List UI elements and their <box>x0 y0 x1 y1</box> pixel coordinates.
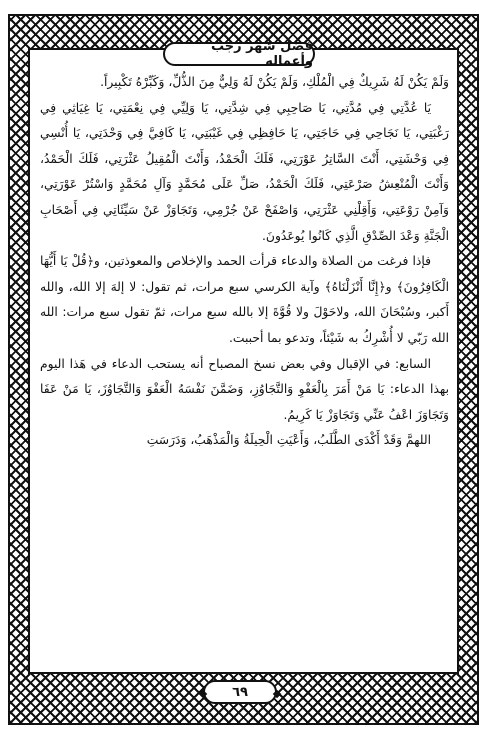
paragraph-2: يَا عُدَّتِي فِي مُدَّتِي، يَا صَاحِبِي فِي شِدَّتِي، يَا وَلِيِّي فِي نِعْمَتِي، يَا غِيَاثِي فِي رَغْبَتِي، يَا نَجَاحِي فِي حَاجَتِي، يَا حَافِظِي فِي غَيْبَتِي، يَا كَافِيَّ فِي وَحْدَتِي، يَا أُنْسِي فِي وَحْشَتِي، أَنْتَ السَّاتِرُ عَوْرَتِي، فَلَكَ الْحَمْدُ، وَأَنْتَ الْمُقِيلُ عَثْرَتِي، فَلَكَ الْحَمْدُ، وَأَنْتَ الْمُنْعِشُ صَرْعَتِي، فَلَكَ الْحَمْدُ، صَلِّ عَلَى مُحَمَّدٍ وَآلِ مُحَمَّدٍ وَاسْتُرْ عَوْرَتِي، وَآمِنْ رَوْعَتِي، وَأَقِلْنِي عَثْرَتِي، وَاصْفَحْ عَنْ جُرْمِي، وَتَجَاوَزْ عَنْ سَيِّئَاتِي فِي أَصْحَابِ الْجَنَّةِ وَعْدَ الصِّدْقِ الَّذِي كَانُوا يُوعَدُونَ. <box>40 100 449 243</box>
paragraph-3: فإذا فرغت من الصلاة والدعاء قرأت الحمد والإخلاص والمعوذتين، و﴿قُلْ يَا أَيُّهَا الْكَافِرُونَ﴾ و﴿إِنَّا أَنْزَلْنَاهُ﴾ وآية الكرسي سبع مرات، ثم تقول: لا إلهَ إلا الله، والله أَكبر، وسُبْحَانَ الله، ولاحَوْلَ ولا قُوَّةَ إلا بالله سبع مرات، ثمّ تقول سبع مرات: الله الله رَبّي لا أُشْرِكُ به شَيْئاً، وتدعو بما أحببت. <box>40 254 449 345</box>
paragraph-5: اللهمَّ وَقَدْ أَكْدَى الطَّلَبُ، وَأَعْيَتِ الْحِيلَةُ وَالْمَذْهَبُ، وَدَرَسَتِ <box>146 433 431 448</box>
paragraph-1: وَلَمْ يَكُنْ لَهُ شَرِيكٌ فِي الْمُلْكِ، وَلَمْ يَكُنْ لَهُ وَلِيٌّ مِنَ الذُّلِّ، وَكَبِّرْهُ تَكْبِيراً. <box>100 75 449 89</box>
chapter-title: فضل شهر رجب وأعماله <box>163 42 315 66</box>
paragraph-4: السابع: في الإقبال وفي بعض نسخ المصباح أنه يستحب الدعاء في هَذا اليوم بهذا الدعاء: يَا مَنْ أَمَرَ بِالْعَفْوِ وَالتَّجَاوُزِ، وَضَمَّنَ نَفْسَهُ الْعَفْوَ وَالتَّجَاوُزَ، يَا مَنْ عَفَا وَتَجَاوَزَ اعْفُ عَنِّي وَتَجَاوَزْ يَا كَرِيمُ. <box>40 356 449 422</box>
page-text <box>40 70 449 454</box>
page-number: ٦٩ <box>203 680 277 704</box>
